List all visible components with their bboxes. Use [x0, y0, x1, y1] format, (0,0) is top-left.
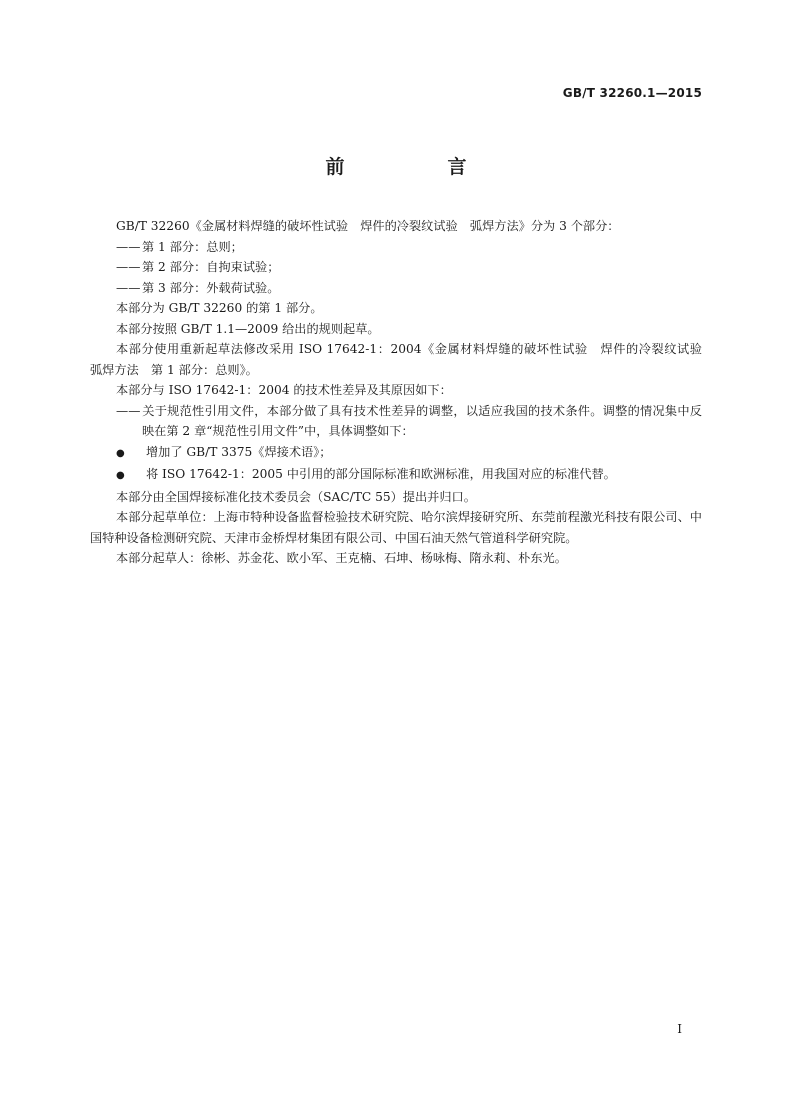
dash-marker: —— [116, 239, 141, 254]
dash-list-item [90, 237, 702, 258]
page-number: I [677, 1022, 682, 1036]
dash-marker: —— [116, 260, 141, 274]
bullet-icon: ● [116, 447, 125, 459]
bullet-list-item [90, 442, 702, 465]
bullet-list-item [90, 464, 702, 487]
document-body [90, 216, 715, 569]
dash-list-item [90, 401, 702, 442]
paragraph: 本部分起草人：徐彬、苏金花、欧小军、王克楠、石坤、杨咏梅、隋永莉、朴东光。 [116, 551, 567, 565]
dash-marker: —— [116, 280, 141, 295]
dash-marker: —— [116, 403, 141, 418]
standard-number: GB/T 32260.1—2015 [562, 86, 702, 100]
paragraph: GB/T 32260《金属材料焊缝的破坏性试验 焊件的冷裂纹试验 弧焊方法》分为 3 个部分： [116, 219, 620, 233]
page-title: 前 言 [325, 156, 509, 178]
paragraph: 本部分与 ISO 17642-1：2004 的技术性差异及其原因如下： [116, 383, 452, 397]
paragraph: 本部分使用重新起草法修改采用 ISO 17642-1：2004《金属材料焊缝的破坏性试验 焊件的冷裂纹试验 弧焊方法 第 1 部分：总则》。 [90, 342, 715, 377]
dash-list-item [90, 278, 702, 299]
dash-list-item [90, 257, 702, 278]
paragraph: 本部分按照 GB/T 1.1—2009 给出的规则起草。 [116, 321, 380, 336]
list-item-text: 第 1 部分：总则； [142, 239, 243, 254]
list-item-text: 将 ISO 17642-1：2005 中引用的部分国际标准和欧洲标准，用我国对应的标准代替。 [146, 467, 616, 481]
paragraph: 本部分起草单位：上海市特种设备监督检验技术研究院、哈尔滨焊接研究所、东莞前程激光科技有限公司、中国特种设备检测研究院、天津市金桥焊材集团有限公司、中国石油天然气管道科学研究院。 [90, 510, 702, 545]
list-item-text: 增加了 GB/T 3375《焊接术语》； [146, 444, 332, 459]
paragraph: 本部分为 GB/T 32260 的第 1 部分。 [116, 301, 323, 315]
list-item-text: 关于规范性引用文件，本部分做了具有技术性差异的调整，以适应我国的技术条件。调整的情况集中反映在第 2 章“规范性引用文件”中，具体调整如下： [142, 403, 702, 438]
bullet-icon: ● [116, 470, 125, 481]
paragraph: 本部分由全国焊接标准化技术委员会（SAC/TC 55）提出并归口。 [116, 489, 476, 504]
list-item-text: 第 2 部分：自拘束试验； [142, 260, 280, 274]
list-item-text: 第 3 部分：外载荷试验。 [142, 280, 280, 295]
